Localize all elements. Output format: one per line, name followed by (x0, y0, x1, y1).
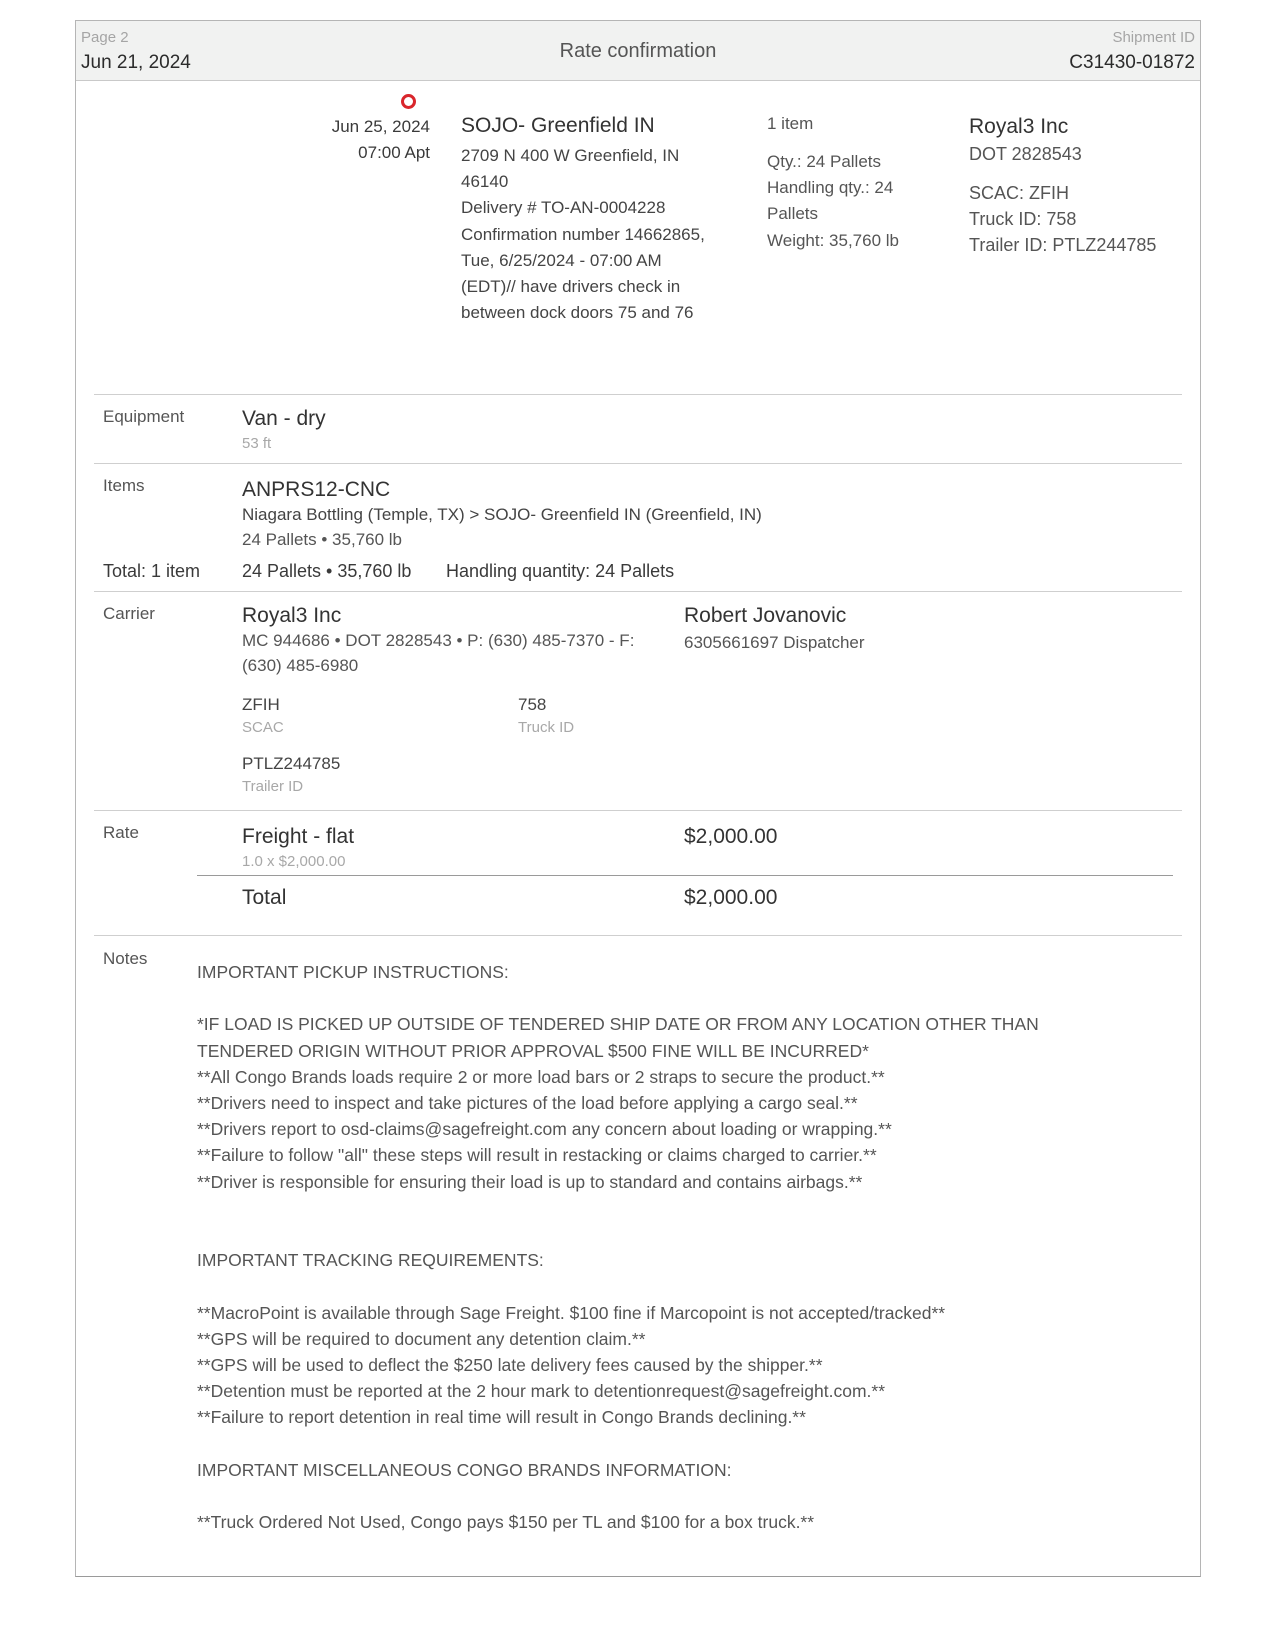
note-line: **Detention must be reported at the 2 hour mark to detentionrequest@sagefreight.com.** (197, 1381, 886, 1402)
equipment-type: Van - dry (242, 407, 326, 430)
stop-carrier-line: Trailer ID: PTLZ244785 (969, 235, 1157, 256)
stop-address-line: 46140 (461, 172, 509, 192)
stop-qty-line: Pallets (767, 204, 819, 224)
note-line: **GPS will be required to document any detention claim.** (197, 1328, 646, 1349)
equipment-size: 53 ft (242, 435, 272, 452)
stop-address-line: Confirmation number 14662865, (461, 224, 705, 244)
stop-address-line: (EDT)// have drivers check in (461, 277, 681, 297)
page-header (76, 21, 1200, 81)
stop-address-line: Delivery # TO-AN-0004228 (461, 198, 666, 218)
note-blank-line (197, 1273, 1177, 1299)
note-line: TENDERED ORIGIN WITHOUT PRIOR APPROVAL $500 FINE WILL BE INCURRED* (197, 1040, 869, 1061)
page-number: Page 2 (81, 29, 129, 46)
notes-body (197, 959, 1177, 1535)
stop-location-name: SOJO- Greenfield IN (461, 114, 655, 137)
note-line: **Driver is responsible for ensuring their load is up to standard and contains airbags.** (197, 1171, 863, 1192)
carrier-trailer-id-label: Trailer ID (242, 778, 304, 795)
note-line: *IF LOAD IS PICKED UP OUTSIDE OF TENDERED SHIP DATE OR FROM ANY LOCATION OTHER THAN (197, 1014, 1039, 1035)
item-name: ANPRS12-CNC (242, 478, 391, 501)
note-line: **Drivers report to osd-claims@sagefreight.com any concern about loading or wrapping.** (197, 1119, 892, 1140)
note-line: **Failure to report detention in real time will result in Congo Brands declining.** (197, 1407, 806, 1428)
stop-carrier-name: Royal3 Inc (969, 115, 1069, 138)
items-total-handling: Handling quantity: 24 Pallets (446, 561, 675, 581)
note-line: IMPORTANT MISCELLANEOUS CONGO BRANDS INFORMATION: (197, 1459, 732, 1480)
carrier-truck-id: 758 (518, 695, 547, 714)
stop-quantities (767, 149, 927, 254)
carrier-contact-name: Robert Jovanovic (684, 604, 847, 627)
rate-total-divider (197, 875, 1173, 876)
stop-carrier-details (969, 180, 1156, 259)
note-line: **Drivers need to inspect and take pictures of the load before applying a cargo seal.** (197, 1093, 858, 1113)
equipment-label: Equipment (103, 407, 185, 426)
carrier-trailer-id: PTLZ244785 (242, 754, 341, 773)
carrier-truck-id-label: Truck ID (518, 719, 575, 736)
note-blank-line (197, 1195, 1177, 1221)
note-line: **Failure to follow "all" these steps will result in restacking or claims charged to carrier.** (197, 1145, 877, 1166)
carrier-name: Royal3 Inc (242, 604, 342, 627)
section-divider (94, 463, 1182, 464)
stop-date: Jun 25, 2024 (331, 117, 430, 136)
note-line: **GPS will be used to deflect the $250 late delivery fees caused by the shipper.** (197, 1354, 823, 1375)
document-date: Jun 21, 2024 (81, 52, 191, 73)
note-line: IMPORTANT PICKUP INSTRUCTIONS: (197, 962, 509, 982)
carrier-info-line: MC 944686 • DOT 2828543 • P: (630) 485-7370 - F: (242, 631, 635, 650)
shipment-id-label: Shipment ID (1112, 29, 1195, 46)
items-total-label: Total: 1 item (103, 561, 201, 581)
items-total-detail: 24 Pallets • 35,760 lb (242, 561, 412, 581)
stop-time: 07:00 Apt (358, 143, 430, 162)
rate-total-label: Total (242, 886, 287, 909)
stop-qty-line: Qty.: 24 Pallets (767, 152, 882, 171)
section-divider (94, 935, 1182, 936)
carrier-info-line: (630) 485-6980 (242, 656, 359, 675)
note-line: **MacroPoint is available through Sage Freight. $100 fine if Marcopoint is not accepted/tracked** (197, 1302, 946, 1323)
note-line: **Truck Ordered Not Used, Congo pays $150 per TL and $100 for a box truck.** (197, 1512, 815, 1533)
shipment-id: C31430-01872 (1069, 52, 1195, 73)
rate-label: Rate (103, 823, 139, 842)
stop-address-line: Tue, 6/25/2024 - 07:00 AM (461, 250, 662, 270)
stop-qty-line: Weight: 35,760 lb (767, 230, 899, 250)
section-divider (94, 591, 1182, 592)
stop-address-line: between dock doors 75 and 76 (461, 303, 694, 323)
page-title: Rate confirmation (559, 40, 717, 62)
document-page (75, 20, 1201, 1577)
section-divider (94, 394, 1182, 395)
stop-address (461, 143, 741, 326)
stop-marker-icon (401, 94, 416, 109)
carrier-label: Carrier (103, 604, 155, 623)
carrier-contact-info: 6305661697 Dispatcher (684, 633, 865, 652)
note-line: **All Congo Brands loads require 2 or more load bars or 2 straps to secure the product.** (197, 1066, 885, 1087)
note-line: IMPORTANT TRACKING REQUIREMENTS: (197, 1250, 544, 1271)
note-blank-line (197, 985, 1177, 1011)
note-blank-line (197, 1483, 1177, 1509)
notes-label: Notes (103, 949, 148, 968)
stop-carrier-dot: DOT 2828543 (969, 144, 1082, 164)
note-blank-line (197, 1221, 1177, 1247)
item-route: Niagara Bottling (Temple, TX) > SOJO- Greenfield IN (Greenfield, IN) (242, 505, 762, 524)
note-blank-line (197, 1431, 1177, 1457)
rate-line-amount: $2,000.00 (684, 825, 778, 848)
rate-line-name: Freight - flat (242, 825, 355, 848)
stop-address-line: 2709 N 400 W Greenfield, IN (461, 146, 680, 165)
carrier-scac-label: SCAC (242, 719, 284, 736)
rate-total-amount: $2,000.00 (684, 886, 778, 909)
stop-item-count: 1 item (767, 114, 814, 133)
rate-line-calc: 1.0 x $2,000.00 (242, 853, 346, 870)
stop-carrier-line: SCAC: ZFIH (969, 183, 1070, 203)
stop-carrier-line: Truck ID: 758 (969, 209, 1077, 230)
carrier-scac: ZFIH (242, 695, 280, 714)
stop-qty-line: Handling qty.: 24 (767, 178, 894, 198)
items-label: Items (103, 476, 145, 495)
item-detail: 24 Pallets • 35,760 lb (242, 530, 403, 549)
section-divider (94, 810, 1182, 811)
